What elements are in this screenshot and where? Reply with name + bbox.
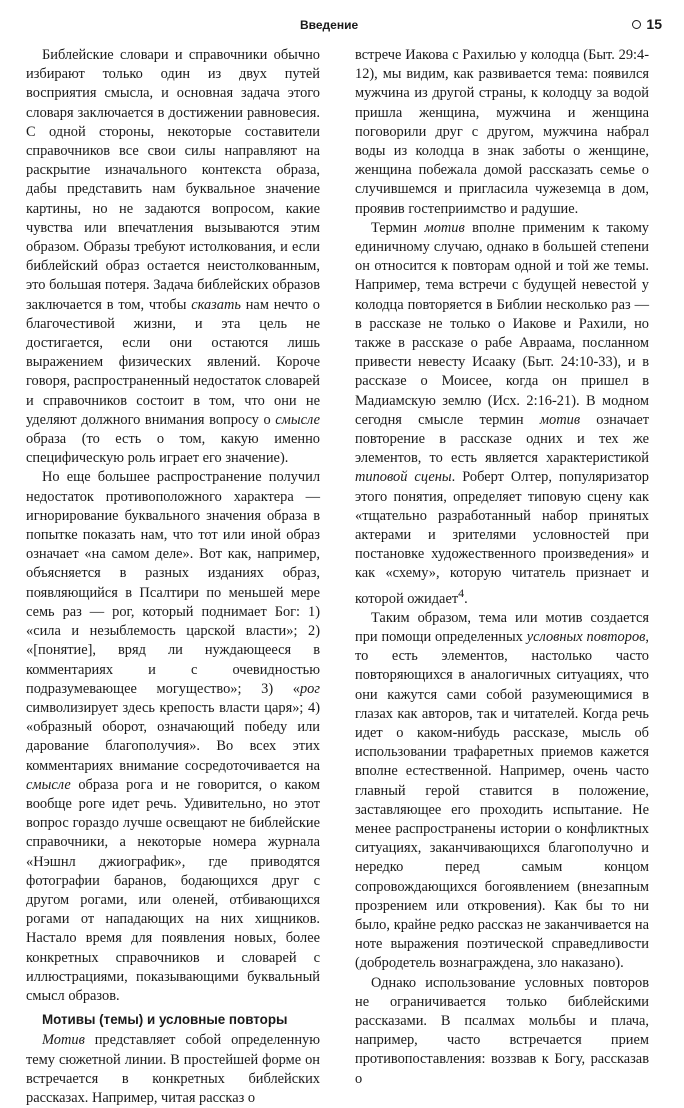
section-heading: Мотивы (темы) и условные повторы (42, 1012, 288, 1028)
paragraph-motif-intro: Мотив представляет собой определенную тему сюжетной линии. В простейшей форме он встречается в конкретных библейских рассказах. Например, читая рассказ о (26, 1032, 320, 1106)
paragraph-psalms: Однако использование условных повторов не ограничивается только библейскими рассказами. В псалмах мольбы и плача, например, часто встречается прием противопоставления: воззвав к Богу, рассказав о (355, 974, 649, 1087)
running-header (0, 14, 684, 38)
page-number-group (632, 16, 662, 32)
right-column (355, 46, 649, 1089)
page-number: 15 (646, 16, 662, 32)
paragraph-horn-image: Но еще большее распространение получил недостаток противоположного характера — игнорирование буквального значения образа в попытке показать нам, что тот или иной образ означает «на самом деле». Вот как, например, объясняется в разных изданиях образ, появляющийся в Псалтири по меньшей мере семь раз — рог, который поднимает Бог: 1) «сила и незыблемость царской власти»; 2) «[понятие], вряд ли нуждающееся в комментариях и с очевидностью подразумевающее могущество»; 3) «рог символизирует здесь крепость власти царя»; 4) «образный оборот, означающий победу или дарование благополучия». Во всех этих комментариях внимание сосредоточивается на смысле образа рога и не говорится, о каком вообще роге идет речь. Удивительно, но этот вопрос гораздо лучше освещают не библейские справочники, а некоторые номера журнала «Нэшнл джиографик», где приводятся фотографии баранов, бодающихся друг с другом рогами, или оленей, отбивающихся рогами от нападающих на них хищников. Настало время для появления новых, более конкретных справочников и словарей с иллюстрациями, показывающими буквальный смысл образов. (26, 469, 320, 1004)
paragraph-dictionaries: Библейские словари и справочники обычно избирают только один из двух путей восприятия смысла, и основная задача этого словаря заключается в достижении равновесия. С одной стороны, некоторые составители справочников все свои силы направляют на раскрытие изначального контекста образа, дабы представить нам буквальное значение картины, но не задаются вопросом, какие чувства или впечатления вызываются этим образом. Образы требуют истолкования, и если библейский образ остается неистолкованным, это большая потеря. Задача библейских образов заключается в том, чтобы сказать нам нечто о благочестивой жизни, и эта цель не достигается, если они остаются лишь выражением физических явлений. Короче говоря, распространенный недостаток словарей и справочников состоит в том, что они не уделяют должного внимания вопросу о смысле образа (то есть о том, какую именно специфическую роль играет его значение). (26, 47, 320, 467)
paragraph-motif-term: Термин мотив вполне применим к такому единичному случаю, однако в большей степени он относится к повторам одной и той же темы. Например, тема встречи с будущей невестой у колодца повторяется в Библии несколько раз — в рассказе не только о Иакове и Рахили, но также в рассказе о рабе Авраама, посланном привести невесту Исааку (Быт. 24:10-33), и в рассказе о Моисее, когда он пришел в Мадиамскую землю (Исх. 2:16-21). В модном сегодня смысле термин мотив означает повторение в рассказе одних и тех же элементов, то есть является характеристикой типовой сцены. Роберт Олтер, популяризатор этого понятия, определяет типовую сцену как «тщательно разработанный набор принятых актерами и зрителями условностей при постановке художественного произведения» и как «схему», которую читатель признает и которой ожидает$^4$. (355, 219, 649, 607)
paragraph-conventional-repeats: Таким образом, тема или мотив создается при помощи определенных условных повторов, то есть элементов, настолько часто повторяющихся в аналогичных ситуациях, что они кажутся сами собой разумеющимися в глазах как авторов, так и читателей. Когда речь идет о каком-нибудь рассказе, мысль об использовании трафаретных приемов кажется вполне естественной. Например, очень часто главный герой ставится в положение, заставляющее его проходить испытание. Не менее распространены истории о конфликтных ситуациях, заканчивающихся благополучно и нередко перед самым концом сопровождающихся богоявлением (внезапным прозрением или откровения). Как бы то ни было, крайне редко рассказ не заканчивается на ноте выражения поэтической справедливости (добродетель вознаграждена, зло наказано). (355, 609, 649, 972)
left-column (26, 46, 320, 1108)
footnote-marker: 4 (458, 585, 465, 600)
paragraph-jacob-rachel: встрече Иакова с Рахилью у колодца (Быт. 29:4-12), мы видим, как развивается тема: появился мужчина из другой страны, к колодцу за водой пришла женщина, мужчина и женщина поговорили друг с другом, мужчина набрал воды из колодца в знак заботы о женщине, женщина побежала домой рассказать семье о случившемся и пригласила чужеземца в дом, проявив гостеприимство и радушие. (355, 47, 649, 217)
chapter-title: Введение (300, 18, 359, 32)
circle-icon (632, 20, 641, 29)
